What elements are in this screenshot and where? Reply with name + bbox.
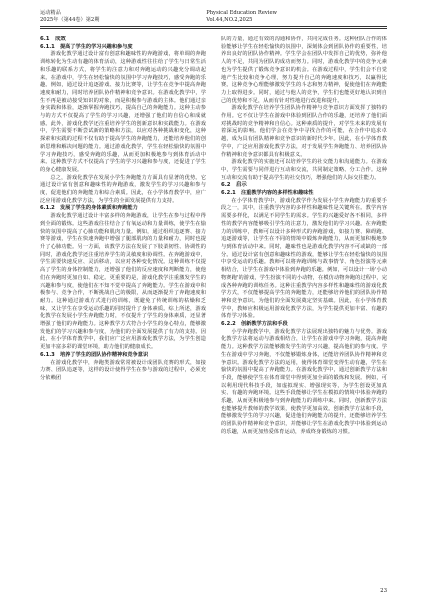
left-body-paragraph: 总之，游戏化教学在发展小学生奔跑能力方面具有显著的优势。它通过设计富有创意和趣味性的奔跑游戏，激发学生的学习兴趣和参与度，促进他们的奔跑能力和综合素质。因此，在小学体育教学中，应广泛应用游戏化教学方法，为学生的全面发展提供有力支持。	[40, 174, 206, 204]
right-subsection-heading: 6.2.2 创新教学方法和手段	[221, 321, 288, 328]
header-rule-thin	[40, 28, 387, 29]
journal-issue-en: Vol.44,NO.2,2025	[206, 17, 253, 23]
left-section-heading: 6.1 成效	[40, 36, 66, 42]
left-body-paragraph: 游戏化教学通过设计富有创意和趣味性的奔跑游戏，将单调的奔跑训练转化为生动有趣的体育活动，这种游戏性往往给了学生与日常生活和乐趣的联系方式，将学生的注意力和对奔跑运动的兴趣充分调动起来。在游戏中，学生在轻松愉快的氛围中学习奔跑技巧，感受奔跑的乐趣。例如，通过设计追逐游戏、接力比赛等，让学生在竞争中提高奔跑速度和耐力，同时培养团队协作精神和竞争意识。在游戏化教学中，学生不再是被动接受知识的对象，而是积极参与游戏的主体。他们通过亲身实践和体验，逐渐掌握奔跑技巧，提高自己的奔跑能力。这种主动参与的方式不仅提高了学生的学习兴趣，还增强了他们的自信心和成就感。此外，游戏化教学还注重培养学生的创新意识和实践能力。在游戏中，学生需要不断尝试新的策略和方法，以应对各种挑战和变化，这种探索和实践的过程不仅有助于提高学生的奔跑能力，还能培养他们的创新思维和解决问题的能力。通过游戏化教学，学生在轻松愉快的氛围中学习奔跑技巧，感受奔跑的乐趣，从而更加积极地参与到体育活动中来。这种教学方式不仅提高了学生的学习兴趣和参与度，还促进了学生的身心健康发展。	[40, 51, 206, 173]
right-body-paragraph: 在小学体育教学中，游戏化教学作为发展小学生奔跑能力的重要手段之一，其中，注重教学内容的多样性和趣味性是关键所在。教学内容需要多样化，以满足不同学生的需求。学生的兴趣爱好各不相同，多样性的教学内容能够吸引学生的注意力，激发他们的学习兴趣。在奔跑能力的训练中，教师可以设计多种形式的奔跑游戏，如接力赛、障碍跑、追逐游戏等，让学生在不同的情境中锻炼奔跑能力，从而更加积极地参与到体育活动中来。同时，趣味性也是游戏化教学内容不可或缺的一部分。通过设计富有创意和趣味性的游戏，能够让学生在轻松愉快的氛围中享受运动的乐趣。教师可以将奔跑训练与故事情节、角色扮演等元素相结合，让学生在游戏中体验到奔跑的乐趣。例如，可以设计一场'小动物赛跑'的游戏，学生扮演不同的小动物，在模仿动物奔跑的过程中，完成各种奔跑的训练任务。这种注重教学内容多样性和趣味性的游戏化教学方式，不仅能够提高学生的奔跑能力，还能够培养他们的团队协作精神和竞争意识。为他们的全面发展奠定坚实基础。因此，在小学体育教学中，教师应积极运用游戏化教学方法，为学生提供更加丰富、有趣的体育学习体验。	[221, 197, 387, 320]
journal-info-left	[40, 10, 99, 24]
right-section-heading: 6.2 启示	[221, 182, 247, 189]
right-column	[221, 36, 387, 584]
journal-issue: 2025年（第44卷）第2期	[40, 17, 100, 23]
left-body-paragraph: 在游戏化教学中，奔跑类游戏常常被设计成团队竞赛的形式，如接力赛、团队追逐等，这样的设计使得学生在参与游戏的过程中，必须充分依赖团	[40, 359, 206, 381]
right-body-paragraph: 游戏化教学的实施还可以培养学生的社交能力和沟通能力。在游戏中，学生需要与同伴进行互动和交流，共同制定策略、分工合作。这种互动和交流有助于提高学生的社交技巧，增强他们的人际交往能力。	[221, 159, 387, 181]
journal-info-right	[206, 10, 277, 24]
left-body-paragraph: 游戏化教学通过设计丰富多样的奔跑游戏，让学生在参与过程中得到全面的锻炼。这些游戏往往结合了有氧运动和力量训练，使学生在愉快的氛围中提高了心肺功能和肌肉力量。例如，通过组织追逐赛、接力赛等游戏，学生在快速奔跑中增强了腿部肌肉的力量和耐力，同时也提升了心肺功能。另一方面，该教学方法在发展了下肢柔韧性、协调性的同时，游戏化教学还注重培养学生的灵敏度和协调性。在奔跑游戏中，学生需要快速反应、灵活移动，以应对各种变化情况。这种训练不仅提高了学生的身体控制能力，还增强了他们的反应速度和判断能力，使他们在奔跑时更加自如、稳定。更重要的是，游戏化教学注重激发学生的兴趣和参与度，使他们在不知不觉中提高了奔跑能力。学生在游戏中积极参与、竞争合作，不断挑战自己的极限，从而逐渐提升了奔跑速度和耐力。这种通过游戏方式进行的训练，既避免了传统训练的枯燥和乏味，又让学生在享受运动乐趣的同时提升了身体素质。综上所述，游戏化教学在发展小学生奔跑能力时，不仅提升了学生的身体素质，还显著增强了他们的奔跑能力。这种教学方式符合小学生的身心特点，能够激发他们的学习兴趣和参与度，为他们的全面发展提供了有力的支持。因此，在小学体育教学中，我们应广泛应用游戏化教学方法，为学生创造更加丰富多彩的课堂环境，助力他们的健康成长。	[40, 213, 206, 351]
page-number: 23	[380, 588, 387, 594]
left-column	[40, 36, 206, 584]
left-subsection-heading: 6.1.3 培养了学生的团队协作精神和竞争意识	[40, 351, 149, 358]
left-subsection-heading: 6.1.2 发展了学生的身体素质和奔跑能力	[40, 205, 138, 212]
right-body-paragraph: 游戏化教学在培养学生团队协作精神与竞争意识方面发挥了独特的作用。它不仅让学生在游戏中体验到团队合作的乐趣，还培养了他们面对挑战时的竞争精神和自信心。这种素质的提升，对学生未来的发展有着深远的影响。他们学会在竞争中寻找合作的可能，在合作中追求卓越，成为具有团队精神和竞争意识的新时代少年。因此，在小学体育教学中，广泛应用游戏化教学方法，对于发展学生奔跑能力、培养团队协作精神和竞争意识都具有积极意义。	[221, 105, 387, 158]
left-subsection-heading: 6.1.1 提高了学生的学习兴趣和参与度	[40, 43, 133, 50]
right-body-paragraph: 小学奔跑教学中，游戏化教学方法展现出独特的魅力与优势。游戏化教学方法将运动与游戏相结合，让学生在游戏中学习奔跑，提高奔跑能力。这种教学方法能够激发学生的学习兴趣，提高他们的参与度。学生在游戏中学习奔跑，不仅能够锻炼身体，还能培养团队协作精神和竞争意识。游戏化教学方法的运用，使得体育课堂变得生动有趣，学生在愉快的氛围中提高了奔跑能力。在游戏化教学中，通过创新教学方法和手段，能够使学生在体育课堂中得到更加全面的锻炼和发展。例如，可以利用现代科技手段，如虚拟现实、增强现实等，为学生创设更加真实、有趣的奔跑环境。这些手段能够让学生在模拟的情境中体验奔跑的乐趣，从而更积极地参与到奔跑能力的训练中来。同时，创新教学方法也能够提升教师的教学效果，使教学更加高效。创新教学方法和手段，能够激发学生的学习兴趣，促进他们奔跑能力的提升，还能够培养学生的团队协作精神和竞争意识，并能够让学生在游戏化教学中体验到运动的乐趣，从而更加热爱体育运动，养成终身锻炼的习惯。	[221, 328, 387, 435]
right-subsection-heading: 6.2.1 注重教学内容的多样性和趣味性	[221, 190, 314, 197]
journal-name-en: Physical Education Review	[206, 10, 277, 16]
journal-name: 运动精品	[40, 10, 61, 16]
right-body-paragraph: 队的力量，通过有效的沟通和协作，共同完成任务。这种团队合作的体验能够让学生在轻松愉快的氛围中，深刻体会到团队协作的重要性，培养出良好的团队协作精神。学生学会在团队中发挥自己的优势，弥补他人的不足，共同为团队的成功而努力。同时，游戏化教学中的竞争元素也为学生提供了锻炼竞争意识的机会。在游戏过程中，学生们会不自觉地产生比较和竞争心理，努力提升自己的奔跑速度和技巧，以赢得比赛。这种竞争心理能够激发学生的斗志和努力精神，促使他们在奔跑能力上取得进步。同时，通过与他人的竞争，学生们也能更好地认识到自己的优势和不足，从而有针对性地进行改进和提升。	[221, 36, 387, 104]
header-rule	[40, 26, 387, 27]
